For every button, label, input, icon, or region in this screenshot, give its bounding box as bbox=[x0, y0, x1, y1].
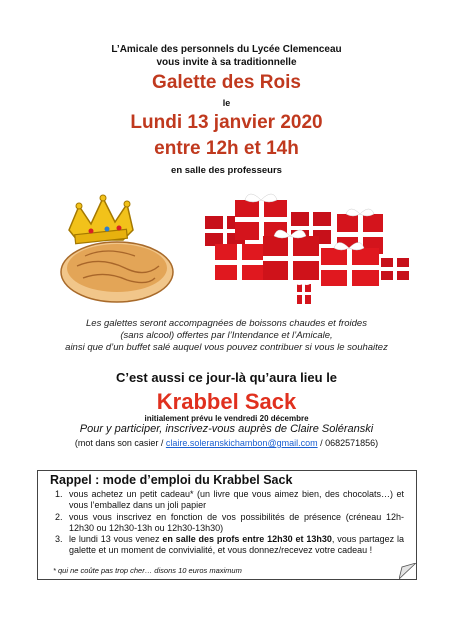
word-le: le bbox=[222, 98, 231, 108]
step-number: 1. bbox=[55, 489, 63, 499]
intro-line-2: vous invite à sa traditionnelle bbox=[156, 57, 297, 68]
description-line-2: (sans alcool) offertes par l’Intendance et l’Amicale, bbox=[120, 330, 333, 341]
contact-prefix: (mot dans son casier / bbox=[74, 438, 164, 448]
krabbel-contact bbox=[0, 438, 453, 448]
step-text: vous vous inscrivez en fonction de vos possibilités de présence (créneau 12h-12h30 ou 12h30-13h ou 12h30-13h30) bbox=[69, 511, 404, 533]
contact-suffix: / 0682571856) bbox=[320, 438, 379, 448]
page-curl-icon bbox=[399, 563, 416, 579]
event-title: Galette des Rois bbox=[152, 72, 301, 93]
event-date: Lundi 13 janvier 2020 bbox=[130, 112, 323, 133]
step-number: 2. bbox=[55, 511, 63, 522]
rappel-steps bbox=[49, 489, 404, 557]
illustration bbox=[55, 186, 415, 316]
step-text-after: , vous partagez la galette et un moment de convivialité, et vous donnez/recevez votre cadeau ! bbox=[69, 534, 404, 556]
krabbel-postponed-note: initialement prévu le vendredi 20 décembre bbox=[144, 414, 309, 423]
rappel-title: Rappel : mode d’emploi du Krabbel Sack bbox=[50, 473, 293, 487]
rappel-box bbox=[37, 470, 417, 580]
event-place: en salle des professeurs bbox=[171, 165, 282, 176]
rappel-step-3 bbox=[49, 534, 404, 557]
event-time: entre 12h et 14h bbox=[154, 138, 299, 159]
crown-galette-icon bbox=[61, 195, 173, 302]
rappel-step-2 bbox=[49, 512, 404, 535]
krabbel-title: Krabbel Sack bbox=[156, 389, 297, 414]
gift-boxes-icon bbox=[205, 194, 409, 304]
krabbel-intro: C’est aussi ce jour-là qu’aura lieu le bbox=[115, 370, 338, 385]
step-text-bold: en salle des profs entre 12h30 et 13h30 bbox=[162, 534, 332, 545]
email-link[interactable]: claire.soleranskichambon@gmail.com bbox=[165, 438, 318, 448]
step-text: vous achetez un petit cadeau* (un livre que vous aimez bien, des chocolats…) et vous l’emballez dans un joli papier bbox=[69, 489, 404, 511]
rappel-footnote: * qui ne coûte pas trop cher… disons 10 euros maximum bbox=[53, 566, 242, 575]
step-number: 3. bbox=[55, 534, 63, 545]
description-line-3: ainsi que d’un buffet salé auquel vous pouvez contribuer si vous le souhaitez bbox=[65, 342, 388, 353]
step-text-before: le lundi 13 vous venez bbox=[69, 534, 160, 545]
description-line-1: Les galettes seront accompagnées de boissons chaudes et froides bbox=[86, 318, 367, 329]
krabbel-register-text: Pour y participer, inscrivez-vous auprès de Claire Soléranski bbox=[79, 423, 374, 435]
rappel-step-1 bbox=[49, 489, 404, 512]
intro-line-1: L’Amicale des personnels du Lycée Clemenceau bbox=[111, 44, 342, 55]
